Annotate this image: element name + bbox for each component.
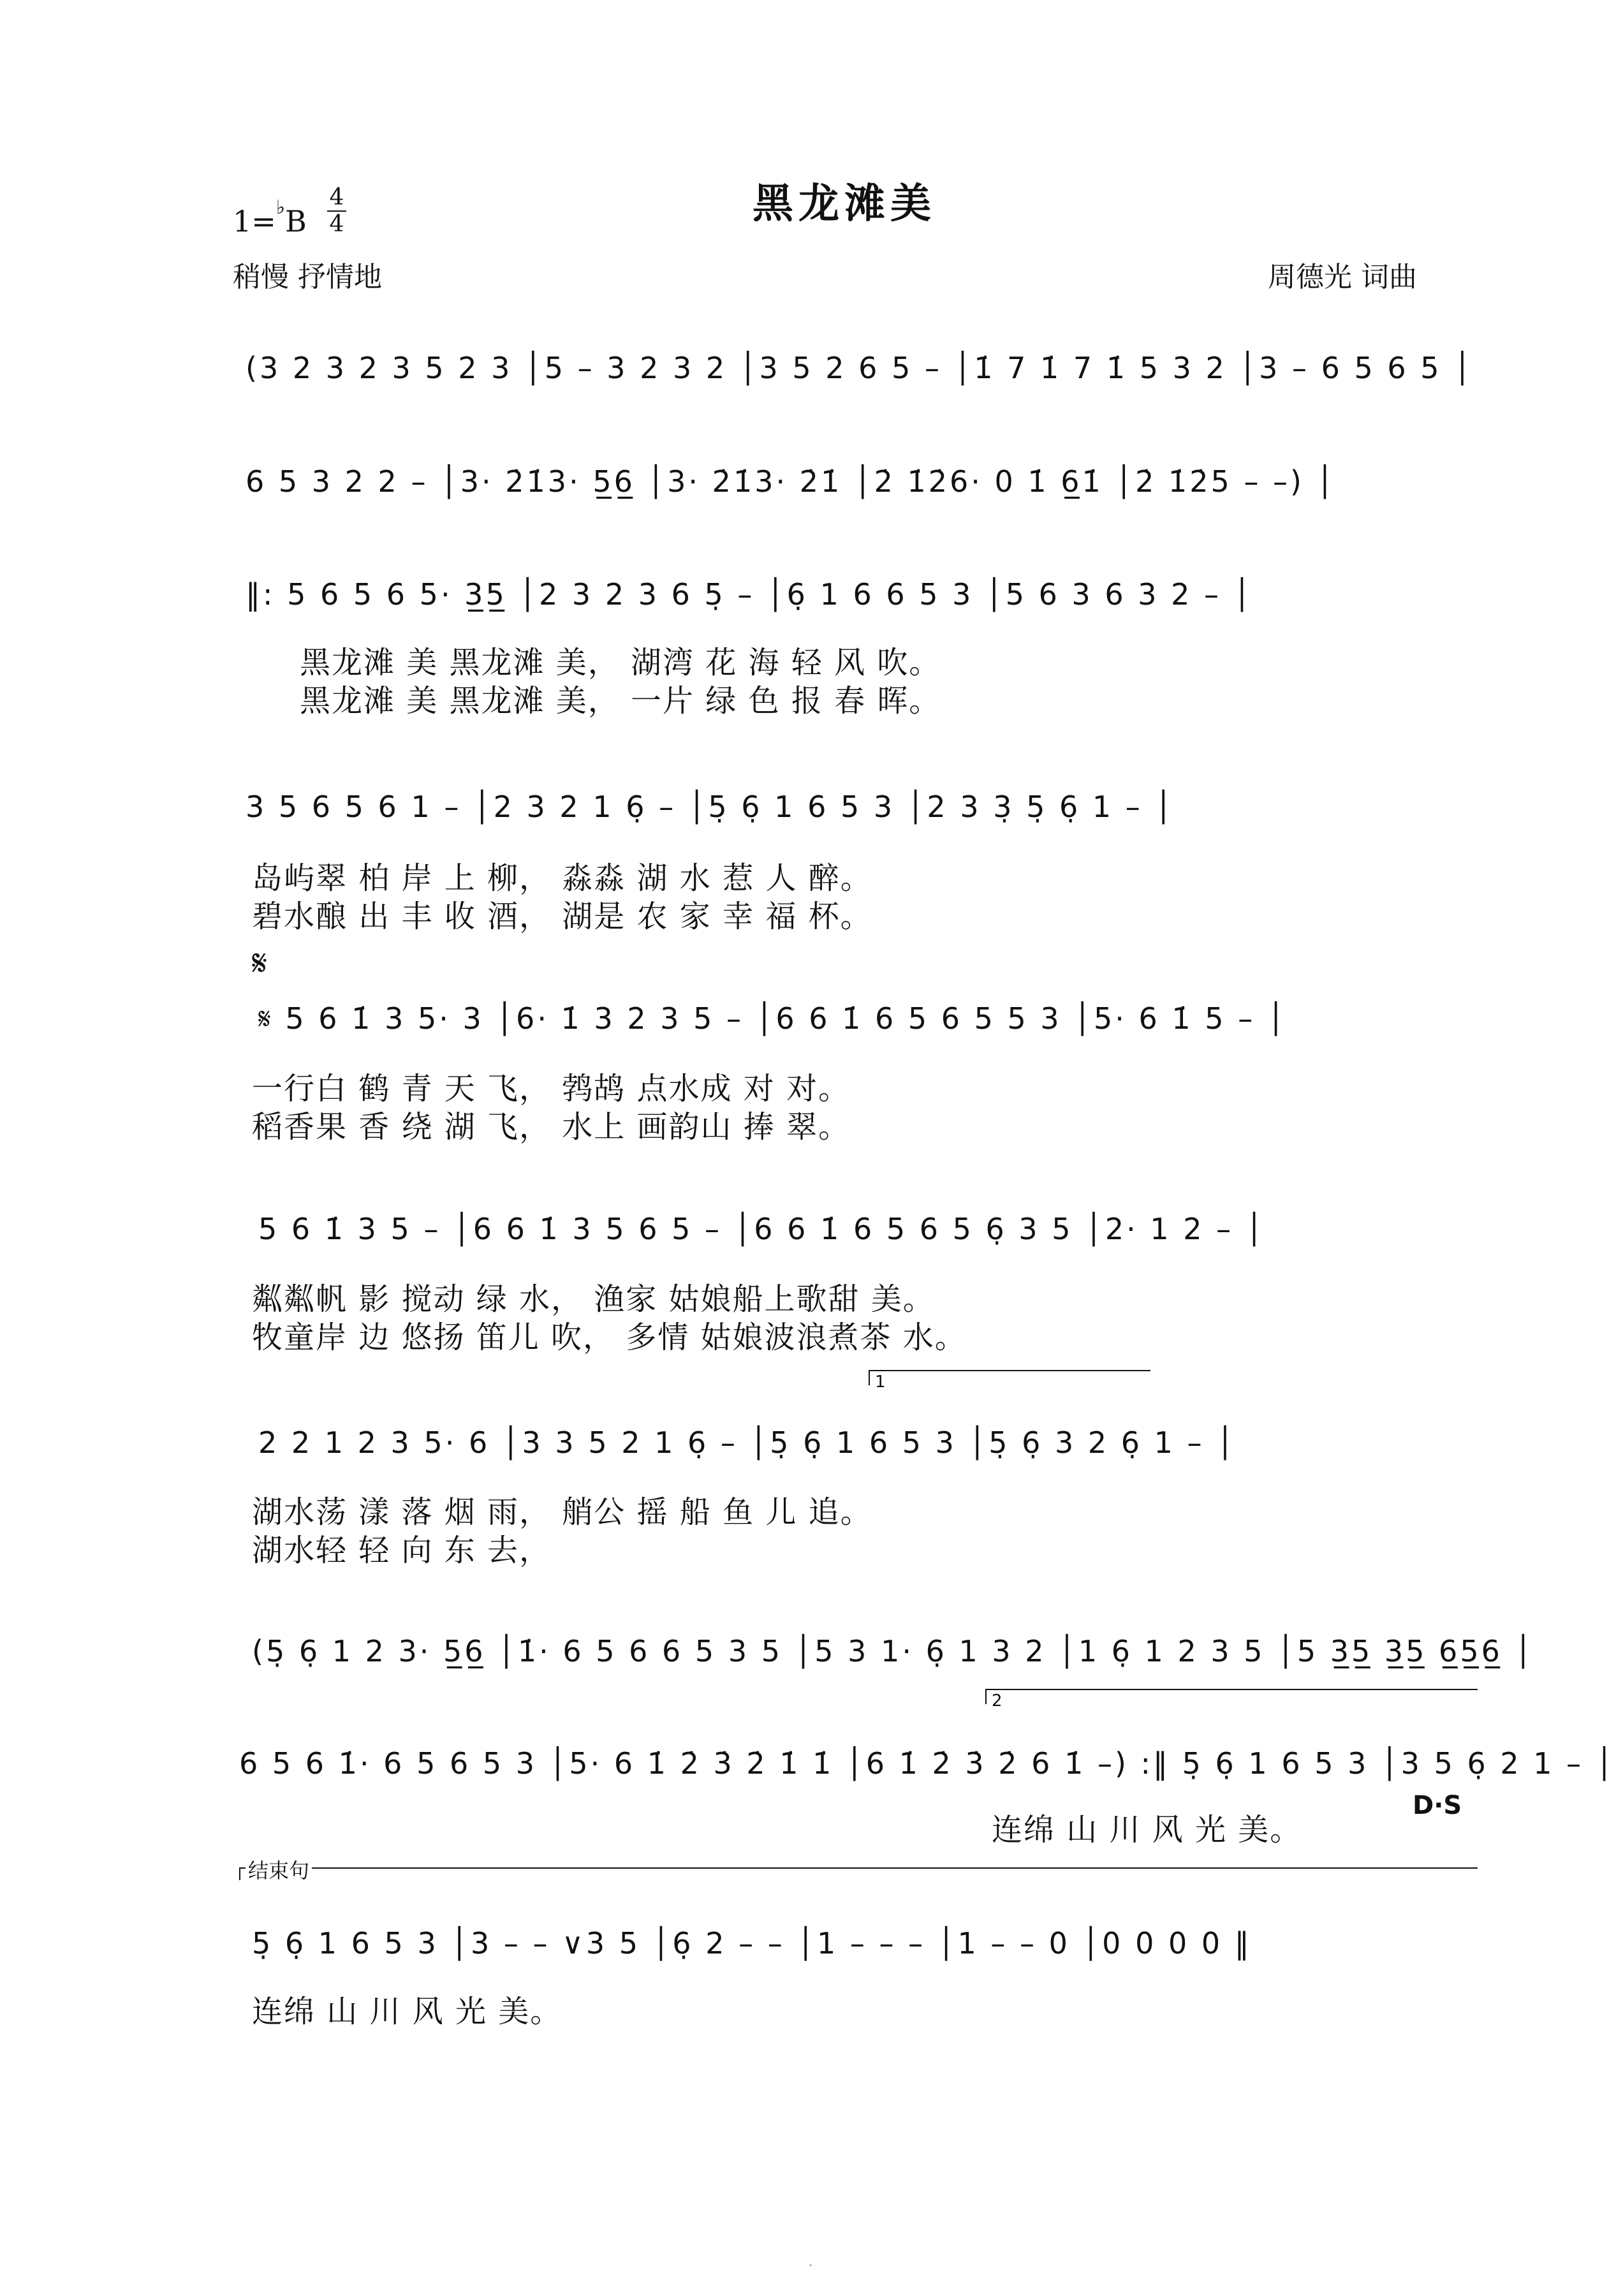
lyrics-line-6a: 粼粼帆 影 搅动 绿 水， 渔家 姑娘船上歌甜 美。 — [252, 1281, 935, 1317]
tempo-marking: 稍慢 抒情地 — [233, 261, 382, 293]
lyrics-line-4a: 岛屿翠 柏 岸 上 柳， 淼淼 湖 水 惹 人 醉。 — [252, 860, 872, 896]
volta-bracket-1 — [869, 1370, 1150, 1385]
lyrics-line-7b: 湖水轻 轻 向 东 去， — [252, 1533, 552, 1568]
page-marker: · — [809, 2258, 813, 2273]
key-signature — [233, 196, 307, 239]
score-line-7: 2 2 1 2 3 5· 6 │3 3 5 2 1 6̣ – │5̣ 6̣ 1 6 5 3 │5̣ 6̣ 3 2 6̣ 1 – │ — [258, 1425, 1237, 1460]
score-line-3: ‖: 5 6 5 6 5· 3̲5̲ │2 3 2 3 6 5̣ – │6̣ 1 6 6 5 3 │5 6 3 6 3 2 – │ — [246, 577, 1254, 612]
credits: 周德光 词曲 — [1268, 261, 1417, 293]
lyrics-line-3a: 黑龙滩 美 黑龙滩 美， 湖湾 花 海 轻 风 吹。 — [300, 645, 941, 681]
lyrics-line-10: 连绵 山 川 风 光 美。 — [252, 1994, 562, 2029]
lyrics-line-4b: 碧水酿 出 丰 收 酒， 湖是 农 家 幸 福 杯。 — [252, 899, 872, 934]
score-line-9: 6 5 6 1̇· 6 5 6 5 3 │5· 6 1̇ 2̇ 3̇ 2̇ 1̇ 1̇ │6 1̇ 2̇ 3̇ 2̇ 6 1̇ –) :‖ 5̣ 6̣ 1 6 5 3 │3 5 6̣ 2 1 – │ — [239, 1746, 1616, 1781]
score-line-1: (3 2 3 2 3 5 2 3 │5 – 3 2 3 2 │3 5 2 6 5 – │1̇ 7 1̇ 7 1̇ 5 3 2 │3 – 6 5 6 5 │ — [246, 351, 1474, 385]
lyrics-line-7a: 湖水荡 漾 落 烟 雨， 艄公 摇 船 鱼 儿 追。 — [252, 1494, 872, 1530]
time-signature — [324, 186, 349, 236]
lyrics-line-3b: 黑龙滩 美 黑龙滩 美， 一片 绿 色 报 春 晖。 — [300, 683, 941, 719]
score-line-2: 6 5 3 2 2 – │3· 2̇1̇3· 5̲6̲ │3· 2̇1̇3· 2̇1̇ │2̇ 1̇2̇6· 0 1̇ 6̲1̇ │2̇ 1̇2̇5 – –) │ — [246, 464, 1337, 499]
lyrics-line-6b: 牧童岸 边 悠扬 笛儿 吹， 多情 姑娘波浪煮茶 水。 — [252, 1320, 967, 1355]
ending-bracket — [239, 1867, 1478, 1880]
score-line-4: 3 5 6 5 6 1 – │2 3 2 1 6̣ – │5̣ 6̣ 1 6 5 3 │2 3 3̣ 5̣ 6̣ 1 – │ — [246, 790, 1175, 824]
dal-segno-mark: D·S — [1413, 1791, 1462, 1820]
score-line-6: 5 6 1̇ 3 5 – │6 6 1̇ 3 5 6 5 – │6 6 1̇ 6 5 6 5 6̣ 3 5 │2· 1 2 – │ — [258, 1212, 1266, 1246]
key-note: B — [284, 204, 307, 239]
page-title: 黑龙滩美 — [753, 180, 936, 228]
score-line-10: 5̣ 6̣ 1 6 5 3 │3 – – ∨3 5 │6̣ 2 – – │1 – – – │1 – – 0 │0 0 0 0 ‖ — [252, 1926, 1252, 1961]
score-line-5: 𝄋 5 6 1̇ 3 5· 3 │6· 1̇ 3 2 3 5 – │6 6 1̇ 6 5 6 5 5 3 │5· 6 1̇ 5 – │ — [258, 1001, 1288, 1036]
ending-label: 结束句 — [246, 1855, 312, 1884]
volta-label-2: 2 — [992, 1691, 1002, 1711]
lyrics-line-9: 连绵 山 川 风 光 美。 — [992, 1812, 1302, 1848]
time-denominator: 4 — [329, 211, 344, 237]
lyrics-line-5a: 一行白 鹤 青 天 飞， 鹁鸪 点水成 对 对。 — [252, 1071, 851, 1107]
key-prefix: 1= — [233, 204, 276, 239]
flat-symbol: ♭ — [275, 196, 285, 219]
time-numerator: 4 — [329, 184, 344, 210]
volta-bracket-2 — [985, 1689, 1478, 1704]
volta-label-1: 1 — [875, 1372, 886, 1392]
score-line-8: (5̣ 6̣ 1 2 3· 5̲6̲ │1̇· 6 5 6 6 5 3 5 │5 3 1· 6̣ 1 3 2 │1 6̣ 1 2 3 5 │5 3̲5̲ 3̲5̲ 6̲5̲6̲ │ — [252, 1634, 1535, 1668]
lyrics-line-5b: 稻香果 香 绕 湖 飞， 水上 画韵山 捧 翠。 — [252, 1109, 851, 1145]
segno-sign: 𝄋 — [252, 943, 268, 984]
